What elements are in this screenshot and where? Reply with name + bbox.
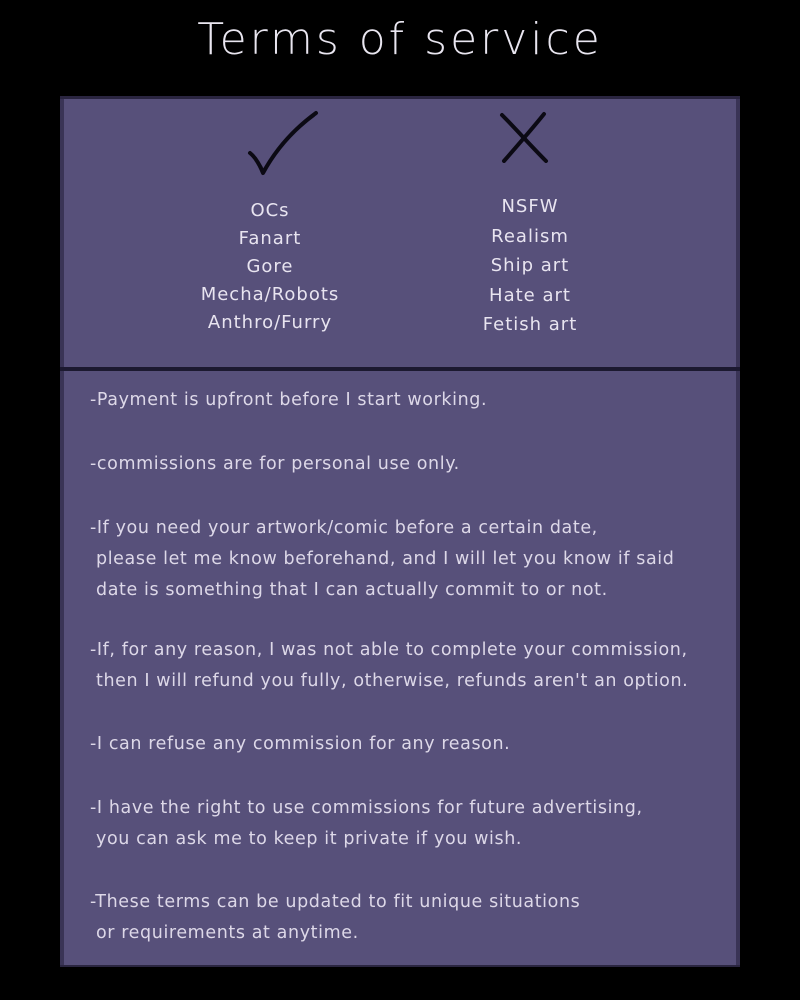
will-draw-item: Mecha/Robots bbox=[200, 284, 340, 305]
wont-draw-item: Hate art bbox=[489, 284, 571, 306]
wont-draw-item: Realism bbox=[491, 225, 569, 247]
rule-line: -If, for any reason, I was not able to complete your commission, bbox=[90, 640, 688, 660]
rule-line: -commissions are for personal use only. bbox=[90, 454, 460, 474]
rule-item bbox=[90, 449, 730, 480]
rule-line: -I can refuse any commission for any reason. bbox=[90, 734, 511, 754]
will-draw-item: Fanart bbox=[238, 228, 302, 249]
rule-line: you can ask me to keep it private if you wish. bbox=[96, 829, 523, 849]
rule-item bbox=[90, 729, 730, 760]
rules-panel bbox=[60, 368, 740, 967]
panel-edge-left bbox=[60, 371, 64, 965]
rule-item bbox=[90, 887, 730, 949]
x-mark-icon bbox=[496, 111, 552, 163]
wont-draw-item: Fetish art bbox=[482, 314, 578, 335]
will-draw-item: OCs bbox=[250, 200, 290, 221]
rule-line: -If you need your artwork/comic before a certain date, bbox=[90, 518, 598, 538]
panel-edge-right bbox=[736, 371, 740, 965]
rule-line: -These terms can be updated to fit unique situations bbox=[90, 892, 581, 912]
rule-item bbox=[90, 385, 730, 416]
rule-line: or requirements at anytime. bbox=[96, 923, 359, 943]
panel-edge-right bbox=[736, 99, 740, 367]
rule-line: please let me know beforehand, and I will let you know if said bbox=[96, 549, 675, 569]
wont-draw-item: Ship art bbox=[490, 255, 570, 276]
allowed-content-panel bbox=[60, 96, 740, 370]
will-draw-list bbox=[180, 197, 360, 337]
rule-item bbox=[90, 635, 730, 697]
rule-item bbox=[90, 793, 730, 855]
rule-line: -I have the right to use commissions for future advertising, bbox=[90, 798, 643, 818]
wont-draw-item: NSFW bbox=[501, 196, 559, 217]
check-mark-icon bbox=[246, 109, 320, 179]
panel-edge-left bbox=[60, 99, 64, 367]
will-draw-item: Gore bbox=[246, 256, 294, 277]
page-title: Terms of service bbox=[197, 14, 603, 65]
rule-item bbox=[90, 513, 730, 606]
wont-draw-list bbox=[440, 192, 620, 340]
rule-line: -Payment is upfront before I start working. bbox=[90, 390, 488, 410]
rule-line: then I will refund you fully, otherwise, refunds aren't an option. bbox=[96, 671, 689, 691]
will-draw-item: Anthro/Furry bbox=[207, 312, 333, 333]
rule-line: date is something that I can actually commit to or not. bbox=[96, 580, 608, 600]
